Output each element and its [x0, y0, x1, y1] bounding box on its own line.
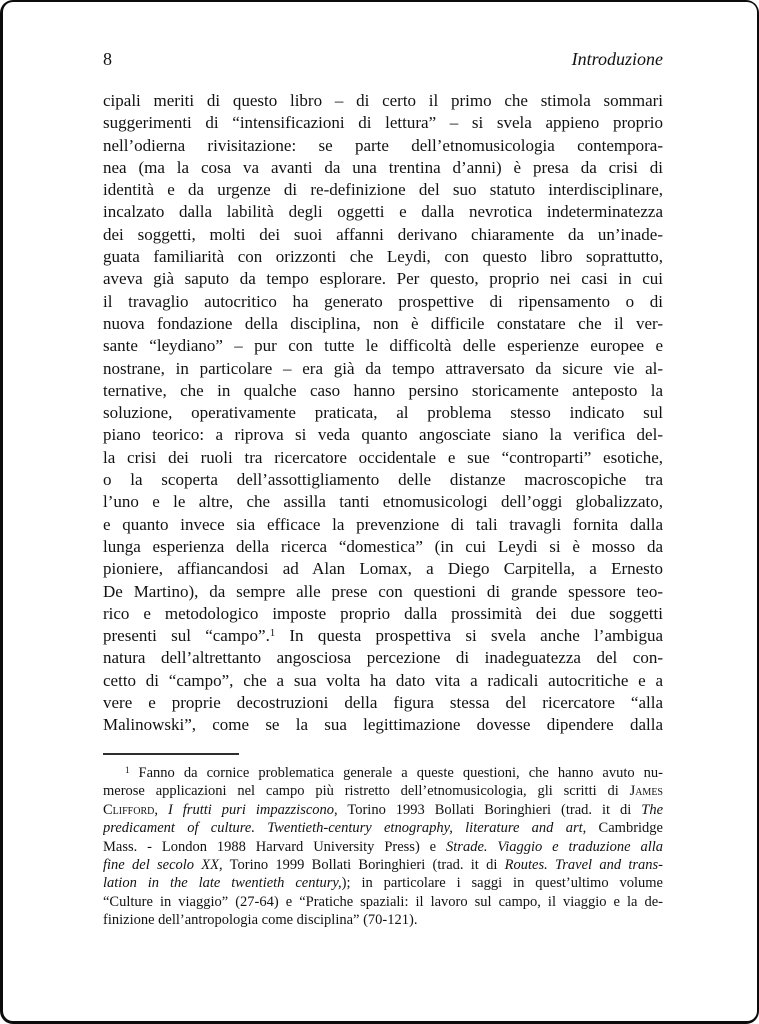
body-text — [103, 90, 663, 737]
text-line — [103, 358, 663, 380]
text-line — [103, 469, 663, 491]
text-line — [103, 335, 663, 357]
text-segment: nell’odierna rivisitazione: se parte dell’etnomusicologia contempora- — [103, 135, 663, 155]
text-segment: predicament of culture. Twentieth-century etnography, literature and art — [103, 820, 583, 837]
text-line — [103, 291, 663, 313]
text-line — [103, 670, 663, 692]
text-segment: rico e metodologico imposte proprio dalla prossimità dei due soggetti — [103, 603, 663, 623]
text-segment: piano teorico: a riprova si veda quanto angosciate siano la verifica del- — [103, 425, 663, 445]
text-segment: identità e da urgenze di re-definizione del suo statuto interdisciplinare, — [103, 180, 663, 200]
text-segment: soluzione, operativamente praticata, al problema stesso indicato sul — [103, 403, 663, 423]
text-segment: ternative, che in qualche caso hanno persino storicamente anteposto la — [103, 380, 663, 400]
text-segment: James — [629, 783, 663, 800]
text-line — [103, 447, 663, 469]
text-line — [103, 714, 663, 736]
text-line — [103, 911, 663, 929]
text-line — [103, 157, 663, 179]
text-segment: guata familiarità con orizzonti che Leydi, con questo libro soprattutto, — [103, 247, 663, 267]
text-line — [103, 893, 663, 911]
text-segment: cipali meriti di questo libro – di certo il primo che stimola sommari — [103, 91, 663, 110]
text-segment: Clifford — [103, 801, 155, 818]
text-segment: The — [641, 801, 663, 818]
text-segment: la crisi dei ruoli tra ricercatore occidentale e sue “controparti” esotiche, — [103, 447, 663, 467]
text-segment: nostrane, in particolare – era già da tempo attraversato da sicure vie al- — [103, 358, 663, 378]
text-line — [103, 402, 663, 424]
text-segment: presenti sul “campo”. — [103, 626, 270, 646]
running-header-title: Introduzione — [571, 49, 663, 69]
text-line — [103, 801, 663, 819]
text-segment: De Martino), da sempre alle prese con questioni di grande spessore teo- — [103, 581, 663, 601]
text-line — [103, 838, 663, 856]
footnote-separator-rule — [103, 753, 239, 755]
text-segment: lunga esperienza della ricerca “domestica” (in cui Leydi si è mosso da — [103, 536, 663, 556]
text-segment: il travaglio autocritico ha generato prospettive di ripensamento o di — [103, 291, 663, 311]
text-segment: In questa prospettiva si svela anche l’ambigua — [275, 626, 663, 646]
text-segment: o la scoperta dell’assottigliamento delle distanze macroscopiche tra — [103, 470, 663, 490]
text-segment: , Torino 1993 Bollati Boringhieri (trad. it di — [334, 801, 642, 818]
text-segment: nea (ma la cosa va avanti da una trentina d’anni) è presa da crisi di — [103, 157, 663, 177]
text-line — [103, 268, 663, 290]
text-segment: l’uno e le altre, che assilla tanti etnomusicologi dell’oggi globalizzato, — [103, 492, 663, 512]
running-header — [103, 49, 663, 70]
text-line — [103, 491, 663, 513]
text-segment: Malinowski”, come se la sua legittimazione dovesse dipendere dalla — [103, 715, 663, 735]
text-line — [103, 224, 663, 246]
text-line — [103, 424, 663, 446]
text-line — [103, 246, 663, 268]
text-line — [103, 380, 663, 402]
text-segment: sante “leydiano” – pur con tutte le difficoltà delle esperienze europee e — [103, 336, 663, 356]
text-line — [103, 514, 663, 536]
text-line — [103, 647, 663, 669]
text-segment: vere e proprie decostruzioni della figura stessa del ricercatore “alla — [103, 693, 663, 713]
text-segment: cetto di “campo”, che a sua volta ha dato vita a radicali autocritiche e a — [103, 670, 663, 690]
text-segment: pioniere, affiancandosi ad Alan Lomax, a Diego Carpitella, a Ernesto — [103, 559, 663, 579]
text-segment: dei soggetti, molti dei suoi affanni derivano chiaramente da un’inade- — [103, 224, 663, 244]
footnote — [103, 764, 663, 930]
text-segment: nuova fondazione della disciplina, non è difficile constatare che il ver- — [103, 313, 663, 333]
text-line — [103, 874, 663, 892]
text-segment: Strade. Viaggio e traduzione alla — [446, 838, 663, 855]
text-segment: lation in the late twentieth century, — [103, 875, 342, 892]
text-line — [103, 764, 663, 782]
text-line — [103, 313, 663, 335]
text-segment: Mass. - London 1988 Harvard University Press) e — [103, 838, 447, 855]
text-segment: natura dell’altrettanto angosciosa percezione di inadeguatezza del con- — [103, 648, 663, 668]
text-line — [103, 135, 663, 157]
text-line — [103, 625, 663, 647]
text-line — [103, 581, 663, 603]
text-segment: I frutti puri impazziscono — [167, 801, 335, 818]
text-segment: e quanto invece sia efficace la prevenzione di tali travagli fornita dalla — [103, 514, 663, 534]
text-line — [103, 856, 663, 874]
text-segment: fine del secolo XX — [103, 856, 220, 873]
text-line — [103, 603, 663, 625]
footnote-reference-superscript: 1 — [125, 764, 130, 775]
text-line — [103, 179, 663, 201]
text-segment: finizione dell’antropologia come disciplina” (70-121). — [103, 912, 418, 929]
text-segment: merose applicazioni nel campo più ristretto dell’etnomusicologia, gli scritti di — [103, 783, 630, 800]
text-segment: Routes. Travel and trans- — [504, 856, 663, 873]
text-line — [103, 819, 663, 837]
text-segment: aveva già saputo da tempo esplorare. Per questo, proprio nei casi in cui — [103, 269, 663, 289]
text-line — [103, 112, 663, 134]
text-segment: , Cambridge — [582, 820, 663, 837]
page-number: 8 — [103, 49, 112, 69]
text-line — [103, 201, 663, 223]
text-line — [103, 536, 663, 558]
text-line — [103, 782, 663, 800]
footnote-reference-superscript: 1 — [269, 628, 276, 640]
text-line — [103, 692, 663, 714]
text-segment: , — [154, 801, 168, 818]
text-segment: “Culture in viaggio” (27-64) e “Pratiche spaziali: il lavoro sul campo, il viaggio e la de- — [103, 893, 663, 910]
text-line — [103, 558, 663, 580]
book-page — [3, 2, 757, 1021]
text-segment: suggerimenti di “intensificazioni di lettura” – si svela appieno proprio — [103, 113, 663, 133]
text-line — [103, 90, 663, 112]
text-segment: Fanno da cornice problematica generale a queste questioni, che hanno avuto nu- — [129, 765, 663, 781]
text-segment: incalzato dalla labilità degli oggetti e dalla nevrotica indeterminatezza — [103, 202, 663, 222]
text-segment: ); in particolare i saggi in quest’ultimo volume — [341, 875, 663, 892]
text-segment: , Torino 1999 Bollati Boringhieri (trad. it di — [219, 856, 505, 873]
